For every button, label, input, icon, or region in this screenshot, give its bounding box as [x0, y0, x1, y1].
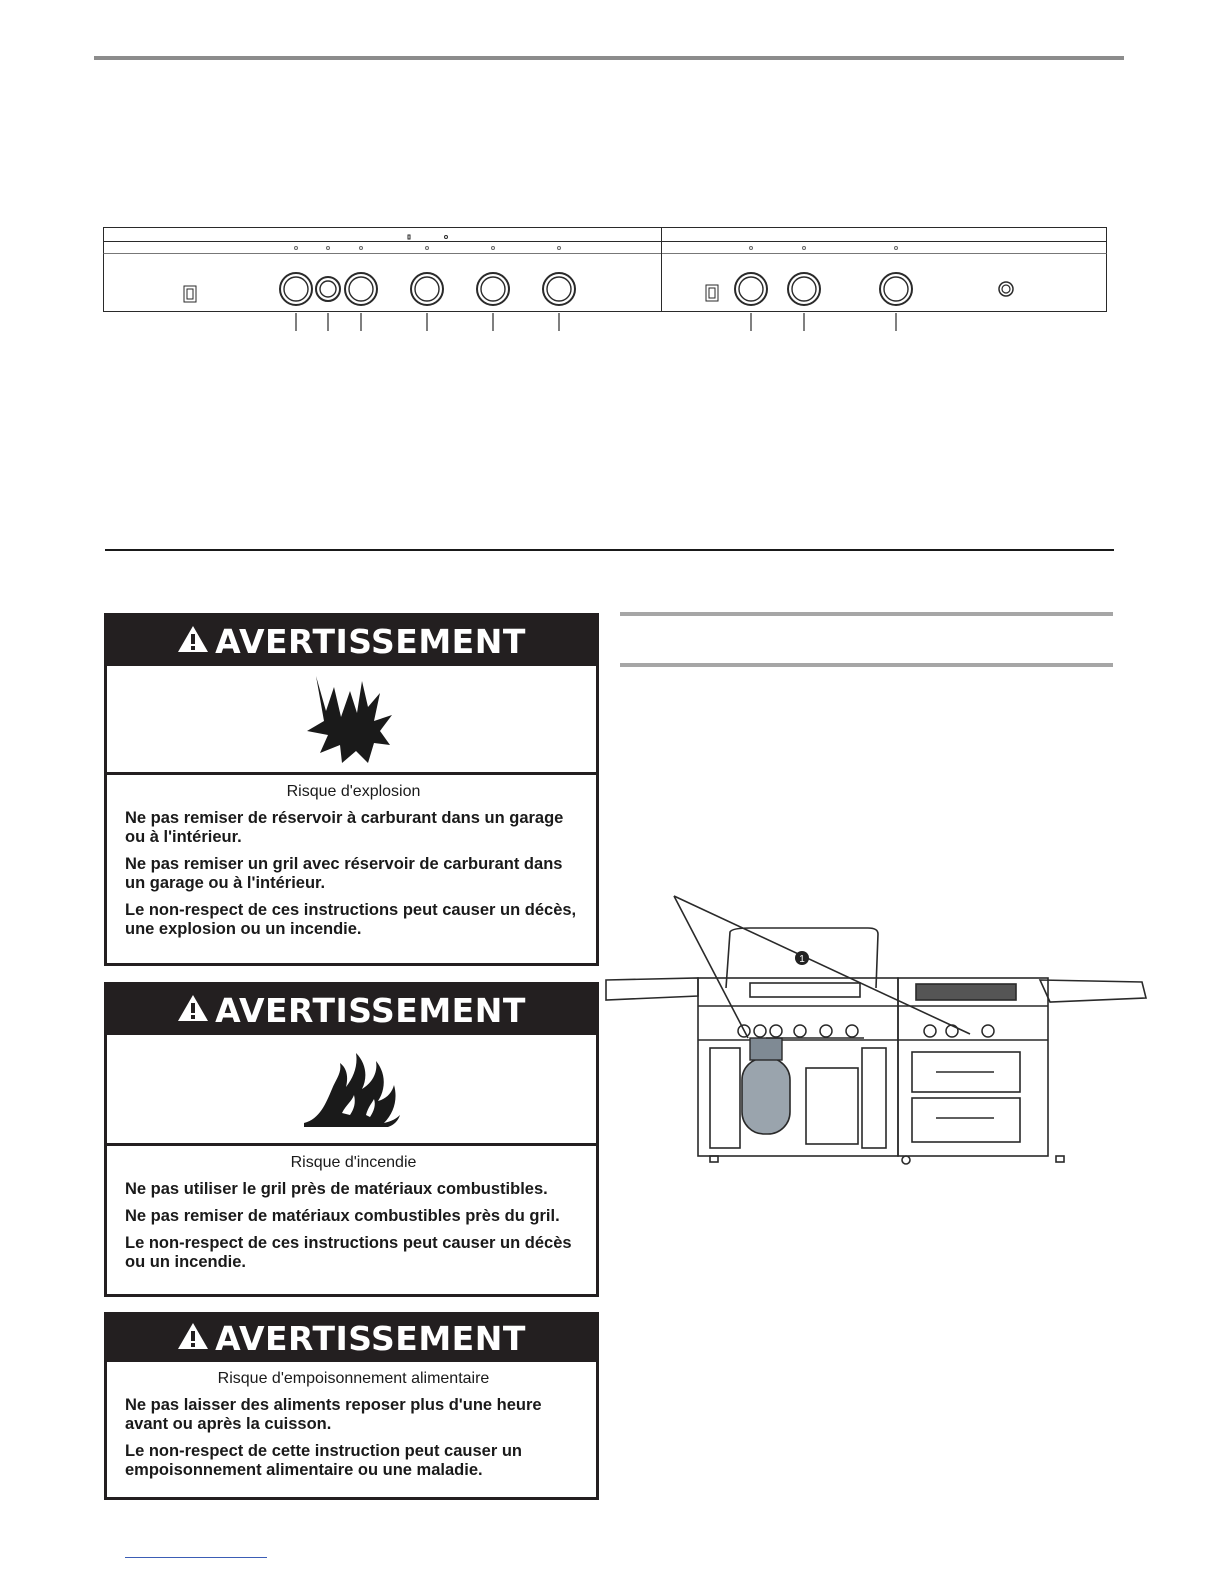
- warning-text: Ne pas laisser des aliments reposer plus d'une heure avant ou après la cuisson.: [125, 1396, 542, 1433]
- warning-header: [107, 616, 596, 666]
- warning-triangle-icon: [177, 1322, 209, 1355]
- grill-knob: [794, 1025, 806, 1037]
- section-rule: [105, 549, 1114, 551]
- control-knob: [735, 247, 767, 332]
- grill-knob: [820, 1025, 832, 1037]
- warning-text: Le non-respect de ces instructions peut causer un décès ou un incendie.: [125, 1234, 572, 1271]
- warning-title: AVERTISSEMENT: [215, 990, 526, 1030]
- warning-header: [107, 1315, 596, 1362]
- control-knob: [788, 247, 820, 332]
- fire-icon: [107, 1035, 596, 1146]
- warning-box-food-poisoning: [104, 1312, 599, 1500]
- warning-text: Ne pas remiser un gril avec réservoir de carburant dans un garage ou à l'intérieur.: [125, 855, 563, 892]
- grill-knob-row: [738, 1025, 994, 1037]
- grill-knob: [982, 1025, 994, 1037]
- footer-link-underline: [125, 1557, 267, 1558]
- warning-text: Ne pas remiser de réservoir à carburant dans un garage ou à l'intérieur.: [125, 809, 564, 846]
- control-knob: [345, 247, 377, 332]
- warning-text: Le non-respect de ces instructions peut causer un décès, une explosion ou un incendie.: [125, 901, 577, 938]
- warning-box-explosion: [104, 613, 599, 966]
- control-knob: [477, 247, 509, 332]
- warning-subtitle: Risque d'incendie: [290, 1154, 417, 1171]
- knob-group-left: [280, 247, 575, 332]
- warning-text: Le non-respect de cette instruction peut causer un empoisonnement alimentaire ou une maladie.: [125, 1442, 522, 1479]
- grill-knob: [924, 1025, 936, 1037]
- warning-text: Ne pas utiliser le gril près de matériaux combustibles.: [125, 1180, 548, 1198]
- control-knob: [880, 247, 912, 332]
- propane-tank: [742, 1038, 864, 1134]
- control-knob: [280, 247, 312, 332]
- warning-title: AVERTISSEMENT: [215, 621, 526, 661]
- warning-title: AVERTISSEMENT: [215, 1319, 526, 1358]
- igniter-button: [999, 282, 1013, 296]
- right-header-rule-top: [620, 612, 1113, 616]
- grill-knob: [846, 1025, 858, 1037]
- warning-subtitle: Risque d'empoisonnement alimentaire: [217, 1370, 490, 1387]
- grill-knob: [770, 1025, 782, 1037]
- warning-box-fire: [104, 982, 599, 1297]
- warning-triangle-icon: [177, 994, 209, 1027]
- warning-text: Ne pas remiser de matériaux combustibles près du gril.: [125, 1207, 560, 1225]
- grill-badge: [795, 951, 809, 965]
- warning-subtitle: Risque d'explosion: [286, 783, 421, 800]
- warning-triangle-icon: [177, 625, 209, 658]
- grill-knob: [946, 1025, 958, 1037]
- svg-text:1: 1: [799, 954, 805, 965]
- knob-group-right: [735, 247, 912, 332]
- control-knob: [543, 247, 575, 332]
- control-knob: [411, 247, 443, 332]
- grill-illustration: [600, 888, 1148, 1170]
- warning-header: [107, 985, 596, 1035]
- top-rule: [94, 56, 1124, 60]
- control-knob: [316, 247, 340, 332]
- control-panel-diagram: [100, 222, 1112, 334]
- explosion-icon: [107, 666, 596, 775]
- right-header-rule-bottom: [620, 663, 1113, 667]
- grill-knob: [754, 1025, 766, 1037]
